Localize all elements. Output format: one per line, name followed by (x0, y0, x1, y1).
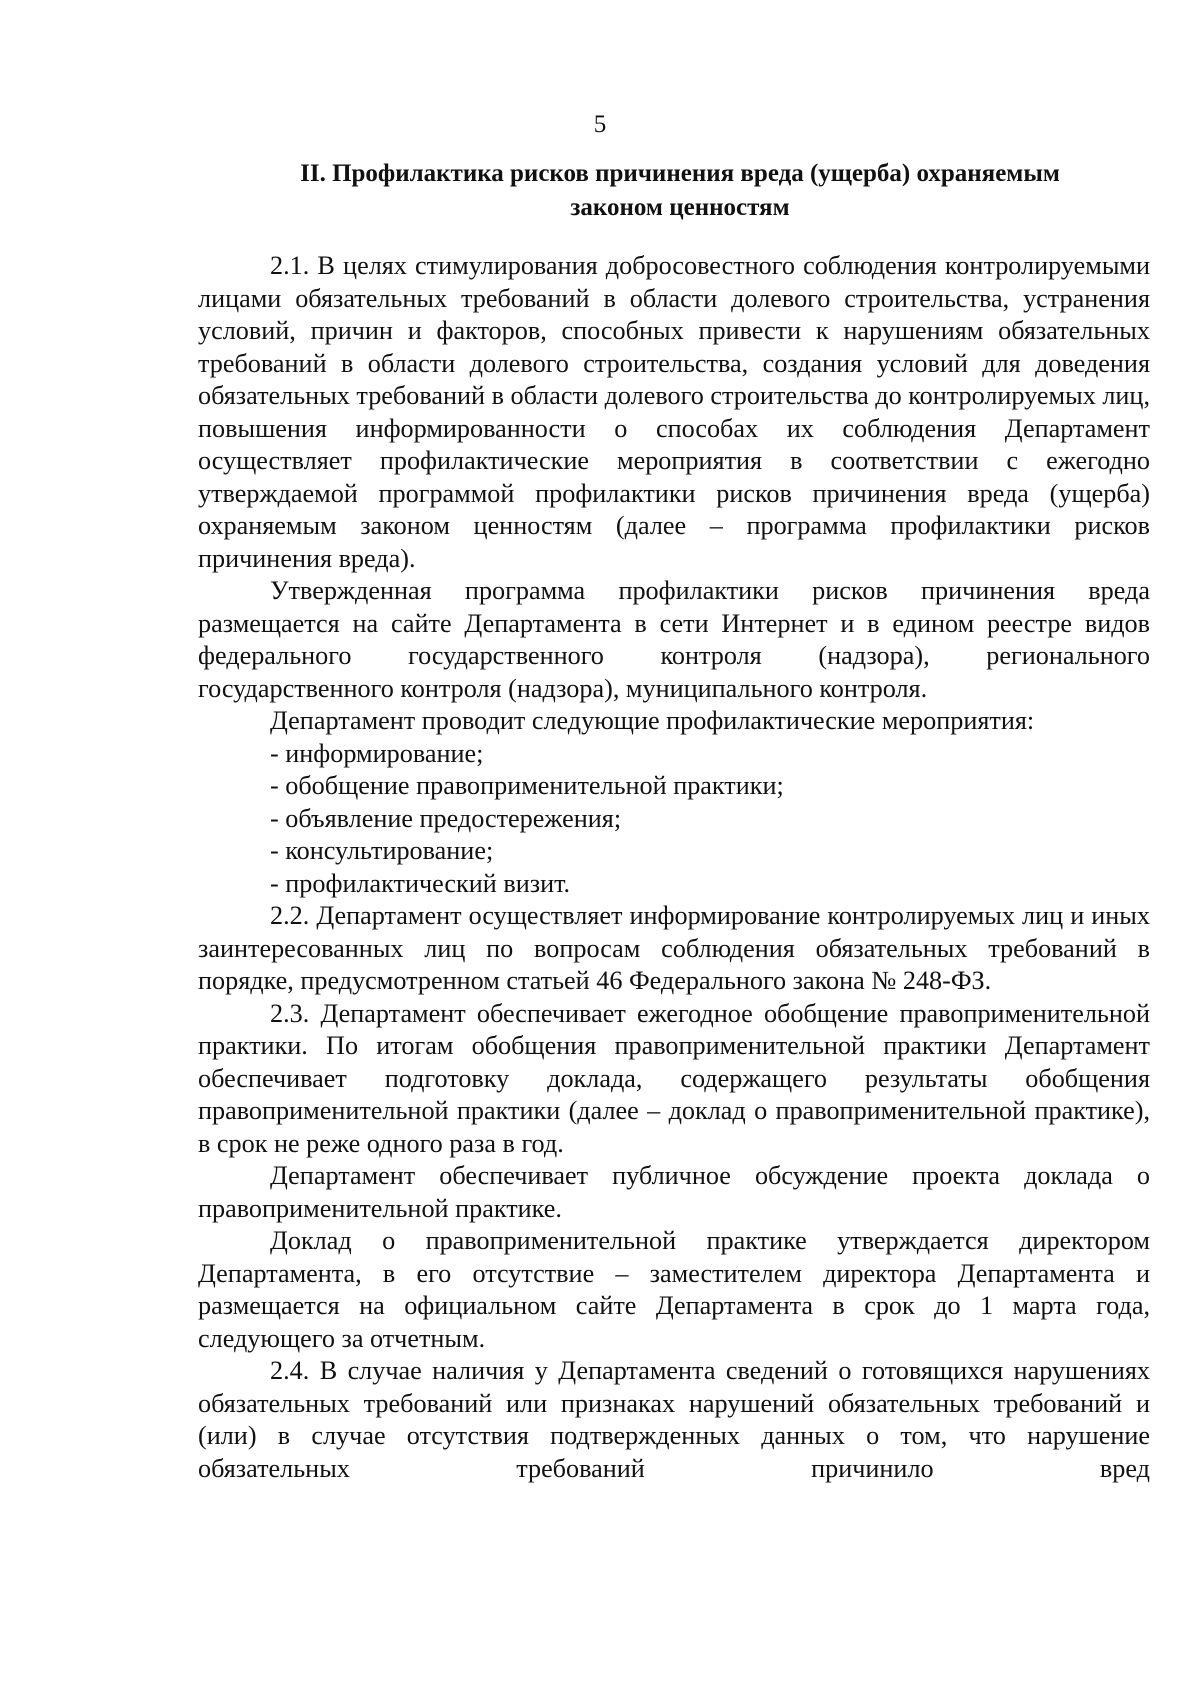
document-body (198, 250, 1150, 1485)
section-heading-line-2: законом ценностям (570, 194, 790, 221)
page-number: 5 (593, 111, 607, 138)
paragraph-approved-program: Утвержденная программа профилактики рисков причинения вреда размещается на сайте Департамента в сети Интернет и в едином реестре видов федерального государственного контроля (надзора), регионального государственного контроля (надзора), муниципального контроля. (198, 576, 1150, 703)
paragraph-2-4: 2.4. В случае наличия у Департамента сведений о готовящихся нарушениях обязательных требований или признаках нарушений обязательных требований и (или) в случае отсутствия подтвержденных данных о том, что нарушение обязательных требований причинило вред (198, 1356, 1150, 1483)
list-item-generalization: - обобщение правоприменительной практики; (270, 771, 784, 800)
paragraph-report-approval: Доклад о правоприменительной практике утверждается директором Департамента, в его отсутствие – заместителем директора Департамента и размещается на официальном сайте Департамента в срок до 1 марта года, следующего за отчетным. (198, 1226, 1150, 1353)
paragraph-2-2: 2.2. Департамент осуществляет информирование контролируемых лиц и иных заинтересованных лиц по вопросам соблюдения обязательных требований в порядке, предусмотренном статьей 46 Федерального закона № 248-ФЗ. (198, 901, 1150, 995)
paragraph-2-3: 2.3. Департамент обеспечивает ежегодное обобщение правоприменительной практики. По итогам обобщения правоприменительной практики Департамент обеспечивает подготовку доклада, содержащего результаты обобщения правоприменительной практики (далее – доклад о правоприменительной практике), в срок не реже одного раза в год. (198, 998, 1150, 1158)
paragraph-2-1: 2.1. В целях стимулирования добросовестного соблюдения контролируемыми лицами обязательных требований в области долевого строительства, устранения условий, причин и факторов, способных привести к нарушениям обязательных требований в области долевого строительства, создания условий для доведения обязательных требований в области долевого строительства до контролируемых лиц, повышения информированности о способах их соблюдения Департамент осуществляет профилактические мероприятия в соответствии с ежегодно утверждаемой программой профилактики рисков причинения вреда (ущерба) охраняемым законом ценностям (далее – программа профилактики рисков причинения вреда). (198, 251, 1150, 573)
paragraph-measures-intro: Департамент проводит следующие профилактические мероприятия: (270, 706, 1035, 735)
paragraph-public-discussion: Департамент обеспечивает публичное обсуждение проекта доклада о правоприменительной практике. (198, 1161, 1150, 1223)
section-heading (200, 157, 1160, 225)
section-heading-line-1: II. Профилактика рисков причинения вреда (ущерба) охраняемым (300, 160, 1060, 187)
list-item-consulting: - консультирование; (270, 836, 494, 865)
list-item-informing: - информирование; (270, 738, 484, 768)
list-item-warning: - объявление предостережения; (270, 803, 622, 833)
list-item-preventive-visit: - профилактический визит. (270, 868, 571, 898)
